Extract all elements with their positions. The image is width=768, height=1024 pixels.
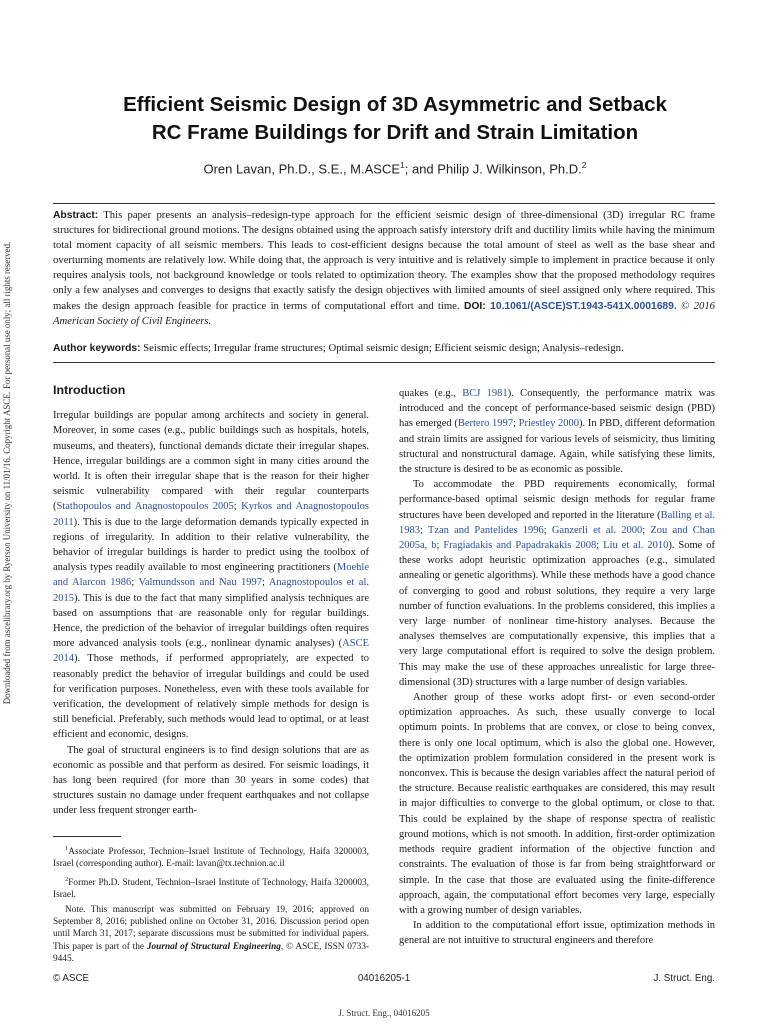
intro-paragraph-2 [53, 743, 369, 819]
introduction-heading: Introduction [53, 383, 126, 397]
footnote-2 [53, 874, 369, 902]
citation-link[interactable]: Balling et al. 1983 [399, 509, 716, 536]
footnote-2-mark: 2 [65, 875, 69, 883]
paper-title [60, 91, 730, 147]
body-text: The goal of structural engineers is to find design solutions that are as economic as possible and that perform as desired. For seismic loadings, it has long been required (for more than 30 years in some codes) that structures sustain no damage under frequent earthquakes and not collapse under less frequent stronger earth- [53, 744, 369, 817]
body-text: ; [513, 418, 519, 430]
manuscript-note [53, 904, 369, 965]
left-column [53, 383, 369, 819]
citation-link[interactable]: Moehle and Alarcon 1986 [53, 562, 369, 589]
footnote-rule [53, 836, 121, 837]
citation-link[interactable]: Fragiadakis and Papadrakakis 2008 [443, 540, 597, 552]
abstract-label: Abstract: [53, 210, 99, 221]
body-text: ; [642, 524, 651, 536]
manuscript-note-issn: , © ASCE, ISSN 0733-9445. [53, 941, 369, 964]
citation-link[interactable]: Stathopoulos and Anagnostopoulos 2005 [56, 501, 234, 513]
footer-article-number: 04016205-1 [357, 973, 411, 984]
footnote-1-mark: 1 [65, 845, 69, 852]
abstract [53, 208, 715, 329]
author-list [60, 160, 730, 176]
citation-link[interactable]: Ganzerli et al. 2000 [551, 524, 643, 536]
citation-link[interactable]: Priestley 2000 [518, 418, 580, 430]
citation-link[interactable]: Anagnostopoulos et al. 2015 [53, 577, 369, 604]
author-keywords [53, 341, 715, 356]
citation-link[interactable]: ASCE 2014 [53, 638, 369, 665]
citation-link[interactable]: BCJ 1981 [462, 388, 508, 399]
body-text: ). This is due to the fact that many simplified analysis techniques are based on assumptions that are reasonable only for regular buildings. Hence, the prediction of the behavior of irregular buildings often requires more advanced analysis tools (e.g., nonlinear dynamic analyses) ( [53, 592, 369, 650]
title-line-2: RC Frame Buildings for Drift and Strain Limitation [151, 121, 639, 144]
download-notice [0, 236, 14, 710]
abstract-top-rule [53, 203, 715, 204]
body-text: In addition to the computational effort issue, optimization methods in general are not intuitive to structural engineers and therefore [399, 920, 715, 947]
download-notice-text: Downloaded from ascelibrary.org by Ryerson University on 11/01/16. Copyright ASCE. For personal use only; all rights reserved. [2, 241, 12, 705]
title-line-1: Efficient Seismic Design of 3D Asymmetric and Setback [123, 93, 667, 116]
footnotes [53, 843, 369, 968]
body-text: ; [233, 501, 242, 513]
right-column [399, 386, 715, 949]
body-text: ; [543, 524, 552, 536]
copyright-notice: © 2016 American Society of Civil Engineers. [53, 299, 716, 327]
keywords-label: Author keywords: [53, 343, 141, 354]
author-2-footnote-mark: 2 [581, 160, 587, 170]
citation-link[interactable]: Valmundsson and Nau 1997 [138, 577, 263, 589]
citation-link[interactable]: Tzan and Pantelides 1996 [427, 524, 544, 536]
body-text: ; [131, 577, 139, 589]
right-paragraph-3 [399, 690, 715, 918]
citation-link[interactable]: Kyrkos and Anagnostopoulos 2011 [53, 501, 370, 528]
body-text: ). Some of these works adopt heuristic optimization approaches (e.g., simulated annealing or genetic algorithms). While these methods have a good chance of converging to good and robust solutions, they require a very large number of function evaluations. In the problems considered, this implies a very large number of nonlinear time-history analyses. Because the analyses themselves are computationally expensive, this implies that a very large computational effort is required to solve the design problem. This may make the use of these approaches unrealistic for large three-dimensional (3D) structures with a large number of design variables. [399, 540, 715, 688]
manuscript-note-text: Note. This manuscript was submitted on February 19, 2016; approved on September 8, 2016; published online on October 31, 2016. Discussion period open until March 31, 2017; separate discussions must be submitted for individual papers. This paper is part of the [53, 905, 369, 952]
right-paragraph-1 [399, 386, 715, 477]
body-text: ). This is due to the large deformation demands typically expected in regions of irregularity. In addition to their relative vulnerability, the behavior of irregular buildings is harder to predict using the toolbox of analysis types readily available to most engineering practitioners ( [53, 516, 369, 574]
doi-link[interactable]: 10.1061/(ASCE)ST.1943-541X.0001689. [490, 300, 677, 312]
body-text: Another group of these works adopt first- or even second-order optimization approaches. As such, these usually converge to local optimum points. In problems that are convex, or close to being convex, there is only one local optimum, which is also the global one. However, the optimization problem formulation considered in the present work is nonconvex. This is because the design variables affect the natural period of the structure. Because realistic earthquakes are considered, this may result in major difficulties to converge to the global optimum, or close to that. This could be explained by the shape of response spectra of realistic ground motions, which is not smooth. In addition, first-order optimization methods require gradient information of the objective function and constraints. The evaluation of those is far from being straightforward or simple. In the case that those are evaluated using the finite-difference approach, again, the computational effort becomes very large, especially with a growing number of design variables. [399, 692, 715, 916]
body-text: ). Those methods, if performed appropriately, are expected to reasonably predict the behavior of irregular buildings and could be used for verification purposes. Nonetheless, even with these tools available for verification, the development of relatively simple methods for design is still beneficial. Preferably, such methods would lead to optimal, or at least efficient and economic, designs. [53, 653, 369, 741]
right-paragraph-4 [399, 918, 715, 948]
citation-link[interactable]: Liu et al. 2010 [603, 540, 669, 552]
footnote-1 [53, 843, 369, 871]
doi-label: DOI: [463, 300, 486, 312]
keywords-text: Seismic effects; Irregular frame structures; Optimal seismic design; Efficient seismic design; Analysis–redesign. [140, 342, 624, 354]
body-text: To accommodate the PBD requirements economically, formal performance-based optimal seismic design methods for regular frame structures have been developed and reported in the literature ( [399, 479, 715, 521]
journal-name: Journal of Structural Engineering [146, 941, 281, 952]
author-1-footnote-mark: 1 [400, 160, 405, 170]
intro-paragraph-1 [53, 408, 369, 742]
body-text: ; [262, 577, 269, 589]
body-text: ; [420, 524, 428, 536]
body-text: ). Consequently, the performance matrix was introduced and the concept of performance-based seismic design (PBD) has emerged ( [399, 388, 715, 430]
right-paragraph-2 [399, 477, 715, 690]
citation-link[interactable]: Zou and Chan 2005a, b [399, 524, 715, 552]
abstract-bottom-rule [53, 362, 715, 363]
footnote-2-text: Former Ph.D. Student, Technion–Israel Institute of Technology, Haifa 3200003, Israel. [53, 877, 369, 900]
body-text: Irregular buildings are popular among architects and society in general. Moreover, in some cases (e.g., public buildings such as hospitals, hotels, museums, and theaters), functional demands dictate their irregular shapes. Hence, irregular buildings are a common sight in many cities around the world. It is often their irregular shape that is the reason for their higher seismic vulnerability compared with their regular counterparts ( [53, 410, 369, 513]
footer-journal: J. Struct. Eng. [653, 973, 715, 984]
footer-publisher: © ASCE [53, 973, 90, 984]
body-text: quakes (e.g., [399, 388, 463, 399]
bottom-citation: J. Struct. Eng., 04016205 [338, 1008, 430, 1018]
body-text: ; [596, 540, 604, 552]
body-text: ). In PBD, different deformation and strain limits are assigned for various levels of seismicity, thus limiting structural and nonstructural damage. Again, while satisfying these limits, the structure is desired to be as economic as possible. [399, 418, 715, 476]
citation-link[interactable]: Bertero 1997 [457, 418, 513, 430]
abstract-text: This paper presents an analysis–redesign-type approach for the efficient seismic design of three-dimensional (3D) irregular RC frame structures for bidirectional ground motions. The designs obtained using the approach satisfy interstory drift and ductility limits while having the minimum total moment capacity of all seismic members. This leads to cost-efficient designs because the total amount of steel as well as the base shear and overturning moments are relatively low. While doing that, the approach is very intuitive and is relatively simple to implement in practice because it only requires analysis tools, not background knowledge or tools related to optimization theory. The examples show that the proposed methodology requires only a few analyses and converges to designs that exactly satisfy the design objectives with limited amounts of steel assigned only where required. This makes the design approach feasible for practice in terms of computational effort and time. [53, 209, 715, 312]
body-text: ; [436, 540, 444, 552]
author-separator: ; and [404, 161, 438, 177]
footnote-1-text: Associate Professor, Technion–Israel Institute of Technology, Haifa 3200003, Israel (corresponding author). E-mail: lavan@tx.technion.ac.il [53, 847, 369, 870]
author-1-name: Oren Lavan, Ph.D., S.E., M.ASCE [203, 161, 401, 177]
author-2-name: Philip J. Wilkinson, Ph.D. [437, 161, 582, 177]
